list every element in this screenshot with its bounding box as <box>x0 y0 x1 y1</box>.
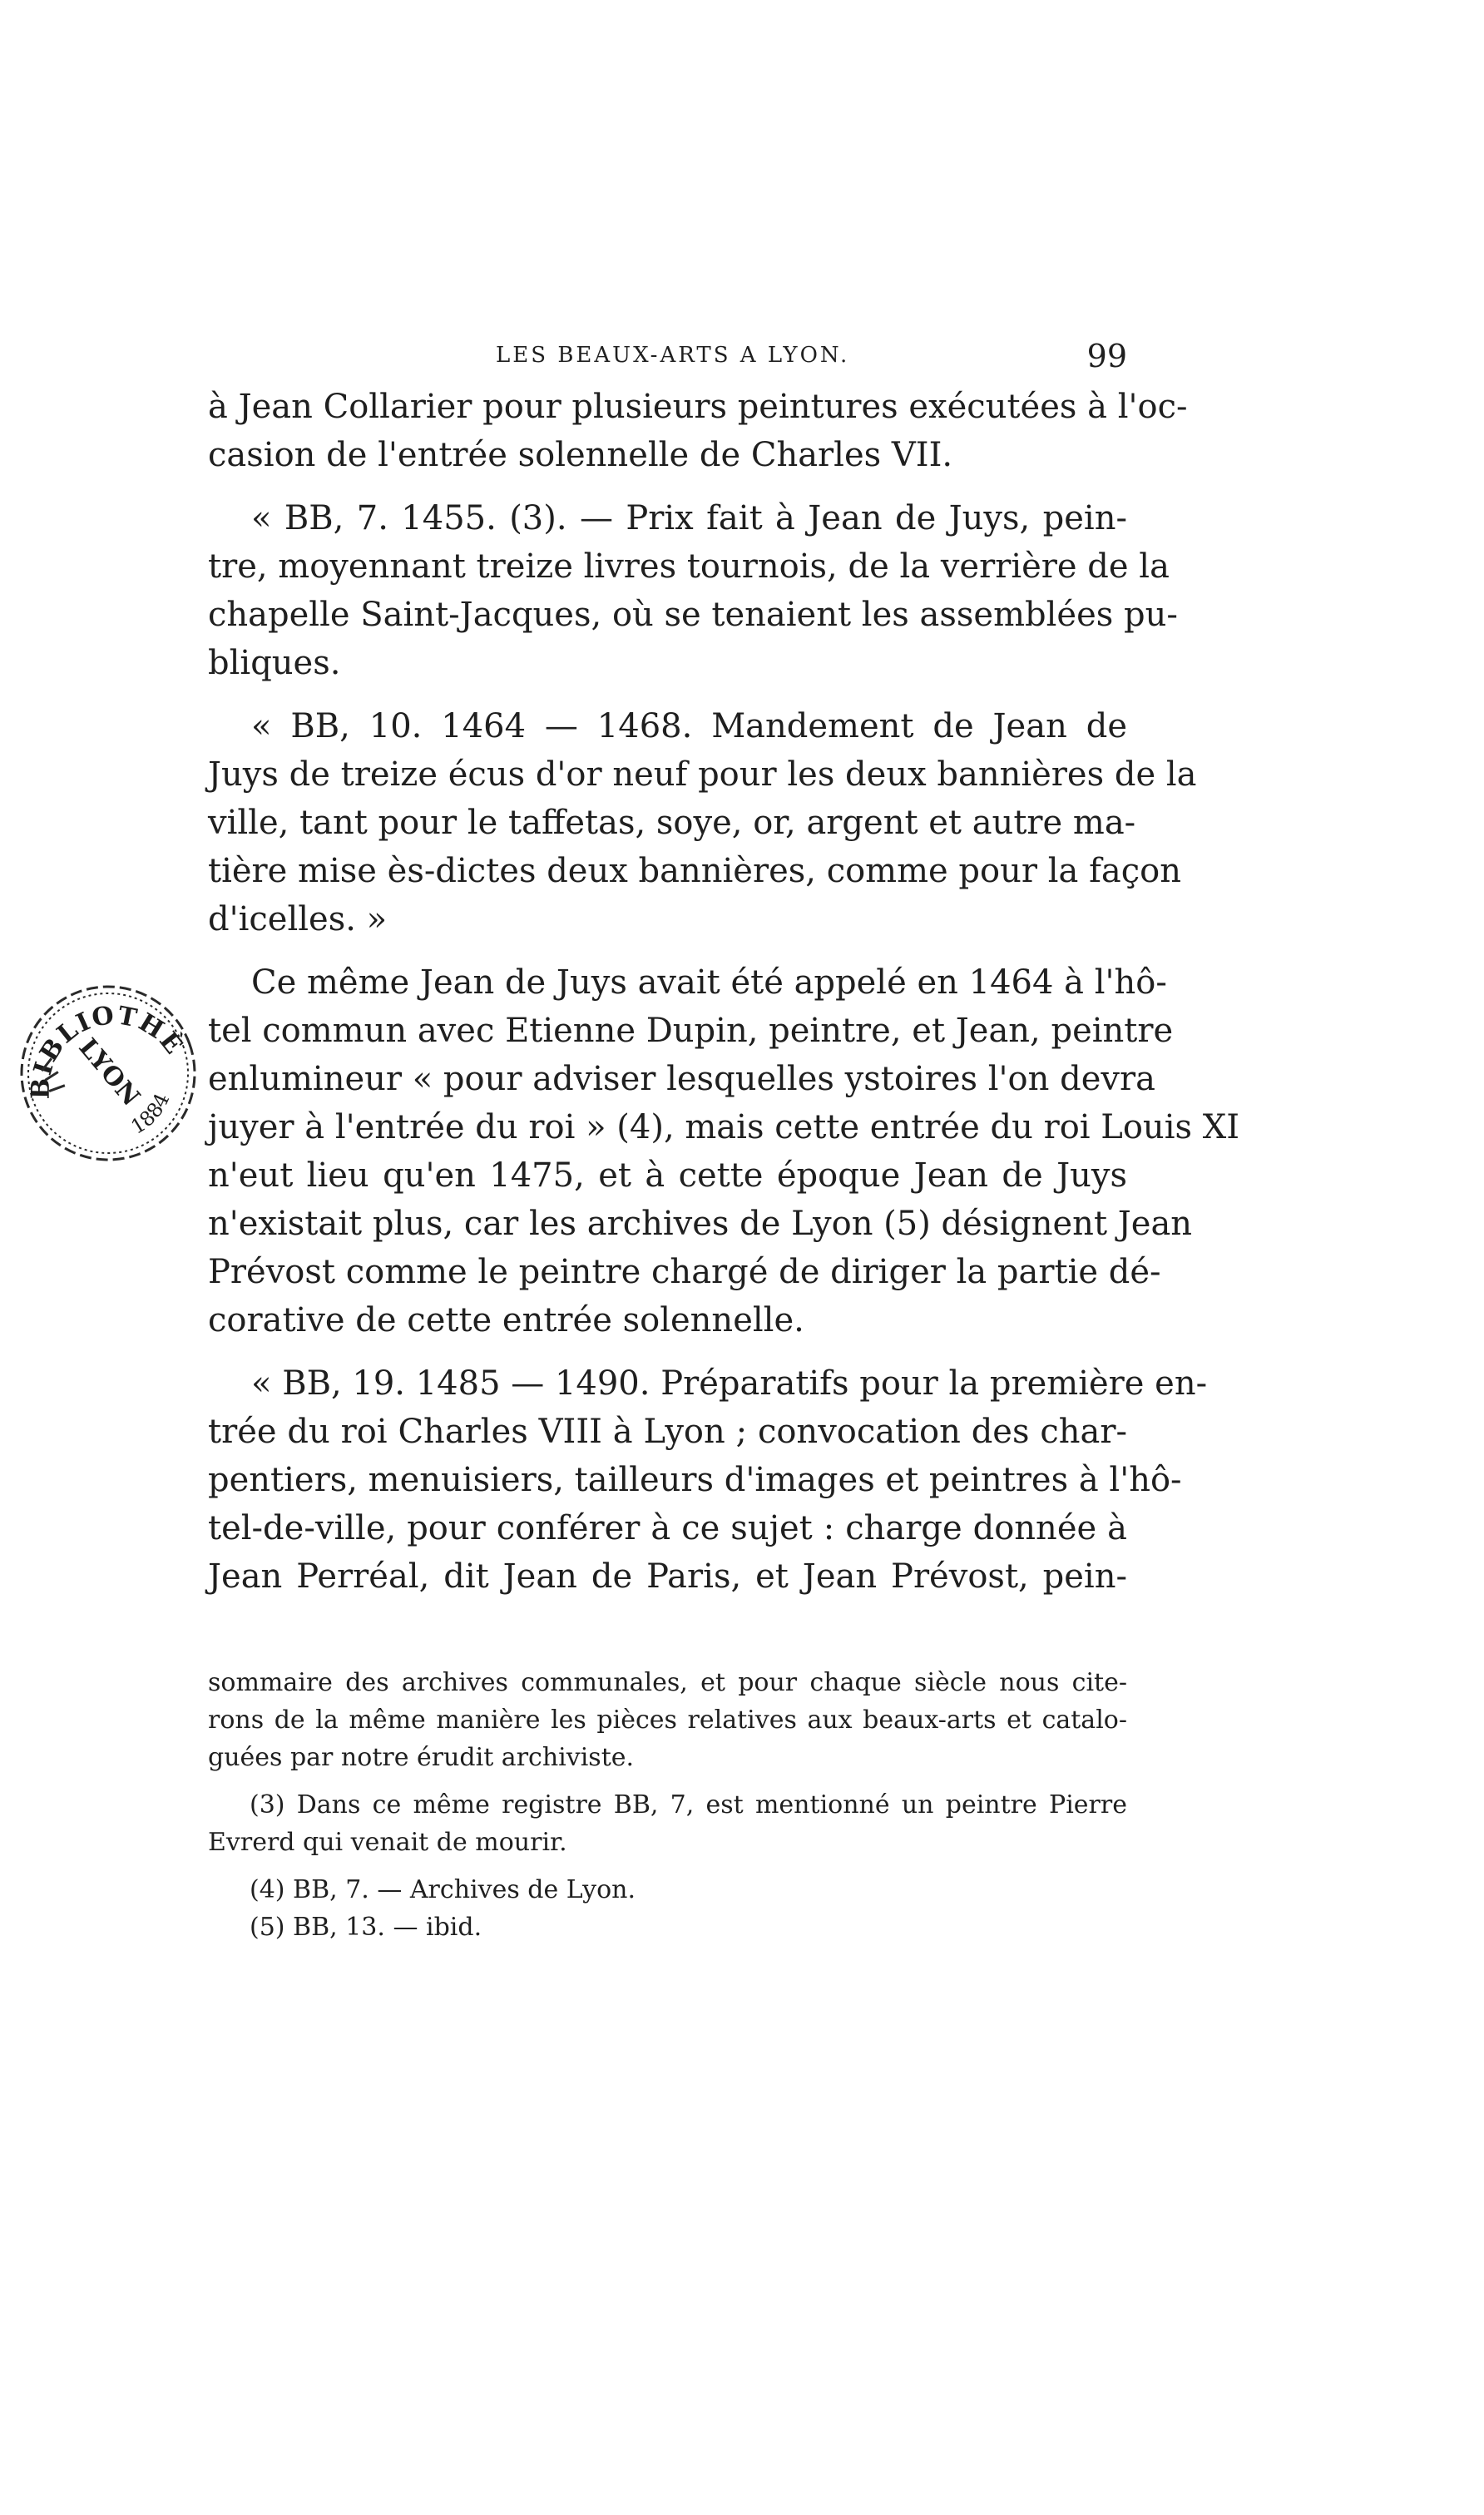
text-line: « BB, 10. 1464 — 1468. Mandement de Jean de <box>251 707 1127 745</box>
footnote <box>208 1871 1127 1909</box>
text-line: Juys de treize écus d'or neuf pour les deux bannières de la <box>208 755 1197 794</box>
body-text <box>208 383 1239 1601</box>
footnote <box>208 1786 1127 1861</box>
text-line: casion de l'entrée solennelle de Charles VII. <box>208 436 953 474</box>
footnote <box>208 1664 1127 1776</box>
footnotes <box>208 1664 1127 1946</box>
text-line: tière mise ès-dictes deux bannières, comme pour la façon <box>208 852 1181 890</box>
text-line: tel-de-ville, pour conférer à ce sujet : charge donnée à <box>208 1509 1127 1547</box>
paragraph <box>208 383 1188 479</box>
text-line: pentiers, menuisiers, tailleurs d'images et peintres à l'hô- <box>208 1461 1182 1499</box>
footnote-line: (5) BB, 13. — ibid. <box>250 1913 482 1942</box>
text-line: d'icelles. » <box>208 900 388 938</box>
text-line: « BB, 7. 1455. (3). — Prix fait à Jean de Juys, pein- <box>251 499 1127 537</box>
footnote-line: (3) Dans ce même registre BB, 7, est mentionné un peintre Pierre <box>250 1790 1127 1819</box>
footnote-line: guées par notre érudit archiviste. <box>208 1743 635 1772</box>
running-title: LES BEAUX-ARTS A LYON. <box>496 343 850 368</box>
text-line: ville, tant pour le taffetas, soye, or, argent et autre ma- <box>208 804 1136 842</box>
paragraph <box>208 1359 1208 1601</box>
text-line: enlumineur « pour adviser lesquelles ystoires l'on devra <box>208 1060 1155 1098</box>
paragraph <box>208 702 1197 943</box>
text-line: bliques. <box>208 644 341 682</box>
text-line: tre, moyennant treize livres tournois, de la verrière de la <box>208 547 1170 586</box>
stamp-year: 1884 <box>126 1089 175 1139</box>
text-line: chapelle Saint-Jacques, où se tenaient les assemblées pu- <box>208 596 1178 634</box>
footnote <box>208 1909 1127 1946</box>
paragraph <box>208 958 1239 1344</box>
text-line: n'existait plus, car les archives de Lyon (5) désignent Jean <box>208 1205 1193 1243</box>
library-stamp <box>10 948 201 1181</box>
paragraph <box>208 494 1178 687</box>
text-line: « BB, 19. 1485 — 1490. Préparatifs pour la première en- <box>251 1364 1208 1403</box>
footnote-line: Evrerd qui venait de mourir. <box>208 1828 567 1857</box>
text-line: corative de cette entrée solennelle. <box>208 1301 804 1339</box>
text-line: n'eut lieu qu'en 1475, et à cette époque Jean de Juys <box>208 1156 1127 1195</box>
text-line: tel commun avec Etienne Dupin, peintre, et Jean, peintre <box>208 1012 1174 1050</box>
page-number: 99 <box>1086 338 1127 374</box>
text-line: Jean Perréal, dit Jean de Paris, et Jean Prévost, pein- <box>208 1557 1127 1596</box>
footnote-line: (4) BB, 7. — Archives de Lyon. <box>250 1875 636 1904</box>
footnote-line: sommaire des archives communales, et pour chaque siècle nous cite- <box>208 1668 1127 1697</box>
text-line: à Jean Collarier pour plusieurs peintures exécutées à l'oc- <box>208 388 1188 426</box>
text-line: trée du roi Charles VIII à Lyon ; convocation des char- <box>208 1413 1127 1451</box>
text-line: Ce même Jean de Juys avait été appelé en 1464 à l'hô- <box>251 963 1167 1002</box>
text-line: Prévost comme le peintre chargé de diriger la partie dé- <box>208 1253 1161 1291</box>
running-header <box>208 338 1127 376</box>
stamp-outer-text: BIBLIOTHÈQUE <box>26 1000 190 1100</box>
stamp-city: LYON <box>72 1032 146 1112</box>
text-line: juyer à l'entrée du roi » (4), mais cette entrée du roi Louis XI <box>208 1108 1239 1146</box>
footnote-line: rons de la même manière les pièces relatives aux beaux-arts et catalo- <box>208 1706 1127 1735</box>
